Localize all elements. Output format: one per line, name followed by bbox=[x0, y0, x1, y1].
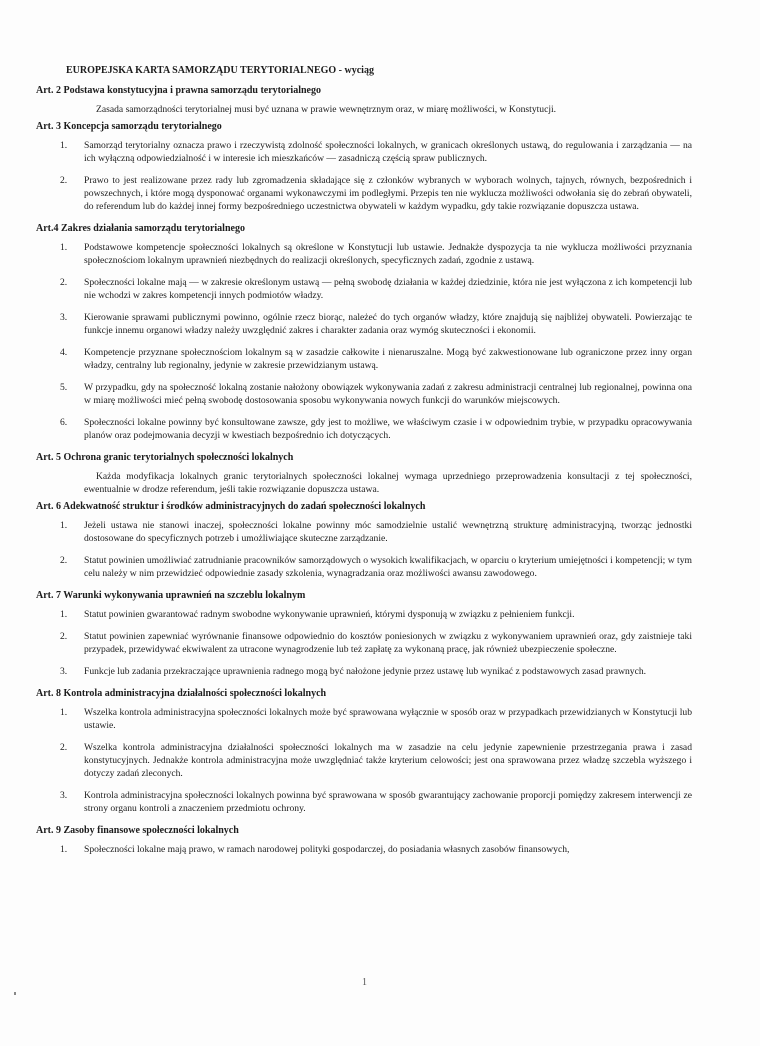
list-item bbox=[36, 139, 692, 165]
article-heading: Art. 7 Warunki wykonywania uprawnień na szczeblu lokalnym bbox=[36, 590, 306, 601]
list-item bbox=[36, 706, 692, 732]
item-number: 3. bbox=[60, 666, 68, 677]
list-item bbox=[36, 311, 692, 337]
article-8 bbox=[36, 687, 692, 815]
item-text: Prawo to jest realizowane przez rady lub zgromadzenia składające się z członków wybranych w wyborach wolnych, tajnych, równych, bezpośrednich i powszechnych, i które mogą dysponować organami wykonawczymi im podległymi. Przepis ten nie wyklucza możliwości odwołania się do zebrań obywateli, do referendum lub do każdej innej formy bezpośredniego uczestnictwa obywateli w każdym wypadku, gdy takie rozwiązanie dopuszcza ustawa. bbox=[84, 175, 692, 212]
list-item bbox=[36, 416, 692, 442]
article-6 bbox=[36, 500, 692, 580]
item-text: Samorząd terytorialny oznacza prawo i rzeczywistą zdolność społeczności lokalnych, w granicach określonych ustawą, do regulowania i zarządzania — na ich wyłączną odpowiedzialność i w interesie ich mieszkańców — zasadniczą częścią spraw publicznych. bbox=[84, 140, 692, 164]
article-items bbox=[36, 139, 692, 213]
article-5 bbox=[36, 451, 692, 496]
article-items bbox=[36, 241, 692, 442]
list-item bbox=[36, 630, 692, 656]
list-item bbox=[36, 519, 692, 545]
list-item bbox=[36, 789, 692, 815]
item-number: 1. bbox=[60, 140, 68, 151]
page-number: 1 bbox=[362, 977, 367, 988]
article-3 bbox=[36, 120, 692, 213]
article-paragraph: Każda modyfikacja lokalnych granic terytorialnych społeczności lokalnej wymaga uprzedniego przeprowadzenia konsultacji z tej społeczności, ewentualnie w drodze referendum, jeśli takie rozwiązanie dopuszcza ustawa. bbox=[84, 471, 692, 495]
item-text: Funkcje lub zadania przekraczające uprawnienia radnego mogą być nałożone jedynie przez ustawę lub wynikać z podstawowych zasad prawnych. bbox=[84, 666, 647, 677]
article-items bbox=[36, 706, 692, 815]
list-item bbox=[36, 554, 692, 580]
item-text: Statut powinien zapewniać wyrównanie finansowe odpowiednio do kosztów poniesionych w związku z wykonywaniem uprawnień oraz, gdy zaistnieje taki przypadek, przewidywać ekwiwalent za utracone wynagrodzenie lub też zapłatę za wykonaną pracę, jak również ubezpieczenie społeczne. bbox=[84, 631, 692, 655]
item-number: 4. bbox=[60, 347, 68, 358]
item-number: 6. bbox=[60, 417, 68, 428]
article-items bbox=[36, 608, 692, 678]
article-4 bbox=[36, 222, 692, 442]
article-paragraph: Zasada samorządności terytorialnej musi być uznana w prawie wewnętrznym oraz, w miarę możliwości, w Konstytucji. bbox=[96, 104, 557, 115]
list-item bbox=[36, 346, 692, 372]
item-text: Społeczności lokalne mają — w zakresie określonym ustawą — pełną swobodę działania w każdej dziedzinie, która nie jest wyłączona z ich kompetencji lub nie wchodzi w zakres kompetencji innych podmiotów władzy. bbox=[84, 277, 692, 301]
item-number: 1. bbox=[60, 520, 68, 531]
item-number: 2. bbox=[60, 175, 68, 186]
list-item bbox=[36, 665, 692, 678]
item-text: Społeczności lokalne powinny być konsultowane zawsze, gdy jest to możliwe, we właściwym czasie i w odpowiednim trybie, w przypadku opracowywania planów oraz podejmowania decyzji w kwestiach bezpośrednio ich dotyczących. bbox=[84, 417, 692, 441]
article-9 bbox=[36, 824, 692, 856]
document-title: EUROPEJSKA KARTA SAMORZĄDU TERYTORIALNEGO - wyciąg bbox=[66, 65, 374, 76]
item-text: Społeczności lokalne mają prawo, w ramach narodowej polityki gospodarczej, do posiadania własnych zasobów finansowych, bbox=[84, 844, 570, 855]
list-item bbox=[36, 843, 692, 856]
item-number: 1. bbox=[60, 242, 68, 253]
item-number: 1. bbox=[60, 844, 68, 855]
article-7 bbox=[36, 589, 692, 678]
list-item bbox=[36, 174, 692, 213]
item-number: 3. bbox=[60, 312, 68, 323]
item-text: Jeżeli ustawa nie stanowi inaczej, społeczności lokalne powinny móc samodzielnie ustalić wewnętrzną strukturę administracyjną, tworząc jednostki dostosowane do specyficznych potrzeb i umożliwiające skuteczne zarządzanie. bbox=[84, 520, 692, 544]
list-item bbox=[36, 381, 692, 407]
list-item bbox=[36, 276, 692, 302]
article-items bbox=[36, 843, 692, 856]
article-items bbox=[36, 519, 692, 580]
article-heading: Art. 2 Podstawa konstytucyjna i prawna samorządu terytorialnego bbox=[36, 85, 321, 96]
item-text: Wszelka kontrola administracyjna społeczności lokalnych może być sprawowana wyłącznie w sposób oraz w przypadkach przewidzianych w Konstytucji lub ustawie. bbox=[84, 707, 692, 731]
list-item bbox=[36, 741, 692, 780]
item-number: 1. bbox=[60, 609, 68, 620]
article-heading: Art. 8 Kontrola administracyjna działalności społeczności lokalnych bbox=[36, 688, 327, 699]
item-text: Kierowanie sprawami publicznymi powinno, ogólnie rzecz biorąc, należeć do tych organów władzy, które znajdują się najbliżej obywateli. Powierzając te funkcje innemu organowi władzy należy uwzględnić zakres i charakter zadania oraz wymóg skuteczności i ekonomii. bbox=[84, 312, 692, 336]
list-item bbox=[36, 608, 692, 621]
article-heading: Art. 6 Adekwatność struktur i środków administracyjnych do zadań społeczności lokalnych bbox=[36, 501, 426, 512]
item-number: 2. bbox=[60, 277, 68, 288]
item-text: W przypadku, gdy na społeczność lokalną zostanie nałożony obowiązek wykonywania zadań z zakresu administracji centralnej lub regionalnej, powinna ona w miarę możliwości mieć pełną swobodę dostosowania sposobu wykonywania nowych funkcji do warunków miejscowych. bbox=[84, 382, 692, 406]
item-text: Podstawowe kompetencje społeczności lokalnych są określone w Konstytucji lub ustawie. Jednakże dyspozycja ta nie wyklucza możliwości przyznania społecznościom lokalnym uprawnień niezbędnych do realizacji określonych, specyficznych zadań, zgodnie z ustawą. bbox=[84, 242, 692, 266]
article-heading: Art.4 Zakres działania samorządu terytorialnego bbox=[36, 223, 245, 234]
item-number: 2. bbox=[60, 631, 68, 642]
article-heading: Art. 3 Koncepcja samorządu terytorialnego bbox=[36, 121, 222, 132]
item-text: Statut powinien gwarantować radnym swobodne wykonywanie uprawnień, którymi dysponują w związku z pełnieniem funkcji. bbox=[84, 609, 575, 620]
item-number: 5. bbox=[60, 382, 68, 393]
item-number: 3. bbox=[60, 790, 68, 801]
scan-artifact bbox=[14, 992, 16, 995]
item-number: 2. bbox=[60, 742, 68, 753]
item-number: 1. bbox=[60, 707, 68, 718]
article-2 bbox=[36, 84, 692, 116]
item-number: 2. bbox=[60, 555, 68, 566]
item-text: Wszelka kontrola administracyjna działalności społeczności lokalnych ma w zasadzie na celu jedynie zapewnienie przestrzegania prawa i zasad konstytucyjnych. Jednakże kontrola administracyjna może uwzględniać także kryterium celowości; jest ona sprawowana przez władzę szczebla wyższego i dotyczy zadań zleconych. bbox=[84, 742, 692, 779]
item-text: Kontrola administracyjna społeczności lokalnych powinna być sprawowana w sposób gwarantujący zachowanie proporcji pomiędzy zakresem interwencji ze strony organu kontroli a znaczeniem przedmiotu ochrony. bbox=[84, 790, 692, 814]
article-heading: Art. 9 Zasoby finansowe społeczności lokalnych bbox=[36, 825, 239, 836]
list-item bbox=[36, 241, 692, 267]
item-text: Statut powinien umożliwiać zatrudnianie pracowników samorządowych o wysokich kwalifikacjach, w oparciu o kryterium umiejętności i kompetencji; w tym celu należy w nim przewidzieć odpowiednie zasady szkolenia, wynagradzania oraz możliwości awansu zawodowego. bbox=[84, 555, 692, 579]
article-heading: Art. 5 Ochrona granic terytorialnych społeczności lokalnych bbox=[36, 452, 294, 463]
item-text: Kompetencje przyznane społecznościom lokalnym są w zasadzie całkowite i nienaruszalne. Mogą być zakwestionowane lub ograniczone przez inny organ władzy, centralny lub regionalny, jedynie w zakresie przewidzianym ustawą. bbox=[84, 347, 692, 371]
